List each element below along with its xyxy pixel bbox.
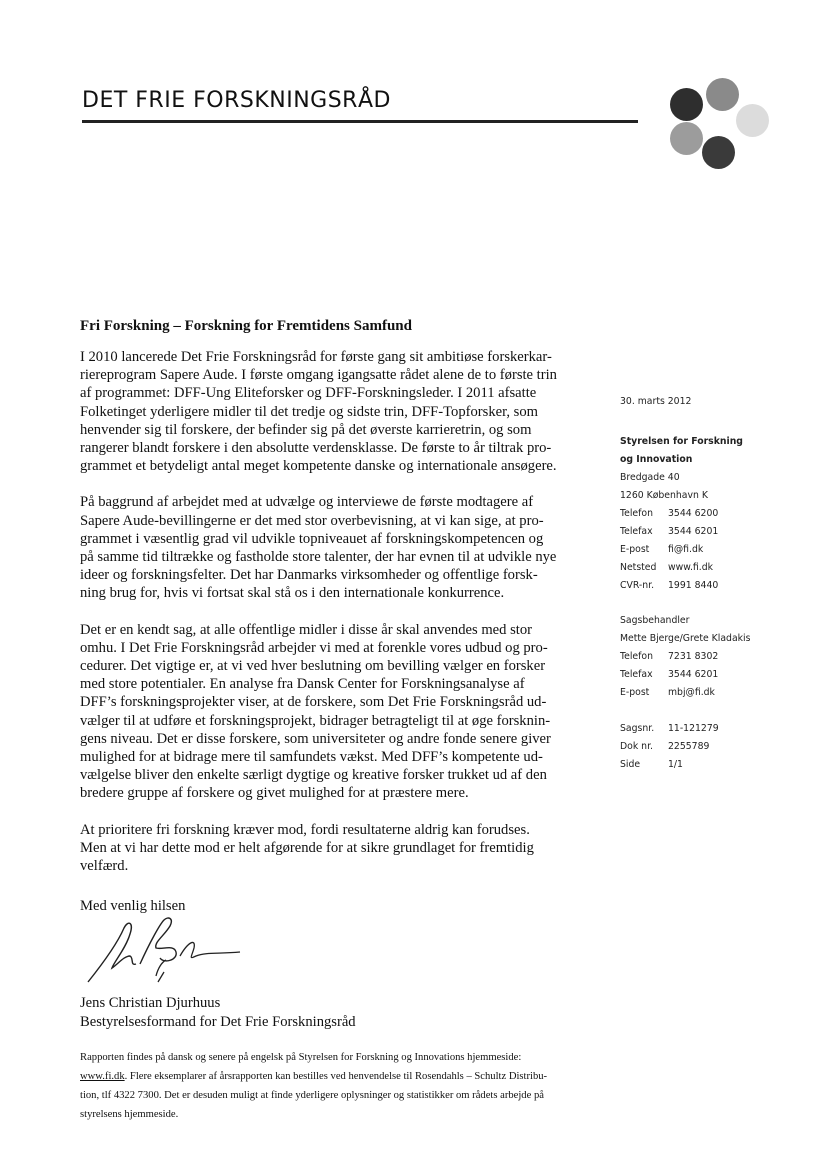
- reference-label: Sagsnr.: [620, 723, 655, 734]
- contact-label: Telefon: [620, 508, 653, 519]
- letter-date: 30. marts 2012: [620, 396, 692, 407]
- reference-value: 11-121279: [668, 723, 719, 734]
- contact-label: Telefax: [620, 669, 653, 680]
- contact-value: 7231 8302: [668, 651, 719, 662]
- organization-name: DET FRIE FORSKNINGSRÅD: [82, 88, 391, 113]
- organization-logo: [666, 76, 778, 172]
- contact-value: 3544 6201: [668, 669, 719, 680]
- reference-row: [620, 756, 683, 774]
- logo-dot: [702, 136, 735, 169]
- logo-dot: [670, 88, 703, 121]
- logo-dot: [736, 104, 769, 137]
- reference-label: Dok nr.: [620, 741, 654, 752]
- contact-value[interactable]: fi@fi.dk: [668, 544, 704, 555]
- body-paragraph: At prioritere fri forskning kræver mod, fordi resultaterne aldrig kan forudses. Men at vi har dette mod er helt afgørende for at sikre grundlaget for fremtidig velfærd.: [80, 821, 534, 875]
- logo-dot: [670, 122, 703, 155]
- body-paragraph: På baggrund af arbejdet med at udvælge og interviewe de første modtagere af Sapere Aude-bevillingerne er det med stor overbevisning, at vi kan sige, at pro- grammet i væsentlig grad vil udvikle topniveauet af forskningskompetencen og på samme tid tiltrække og fastholde store talenter, der har evnen til at udvikle nye ideer og forskningsfelter. Det har Danmarks virksomheder og offentlige forsk- ning brug for, hvis vi fortsat skal stå os i den internationale konkurrence.: [80, 494, 557, 602]
- sender-org-line: og Innovation: [620, 454, 693, 465]
- contact-row: [620, 505, 718, 523]
- contact-row: [620, 523, 718, 541]
- contact-label: CVR-nr.: [620, 580, 655, 591]
- contact-label: E-post: [620, 687, 650, 698]
- sender-organization: [620, 433, 743, 469]
- contact-row: [620, 577, 718, 595]
- closing-salutation: Med venlig hilsen: [80, 898, 186, 914]
- case-handler-label: Sagsbehandler: [620, 615, 690, 626]
- contact-label: E-post: [620, 544, 650, 555]
- contact-label: Telefon: [620, 651, 653, 662]
- footnote-line: Rapporten findes på dansk og senere på engelsk på Styrelsen for Forskning og Innovations hjemmeside:: [80, 1052, 522, 1063]
- reference-row: [620, 720, 719, 738]
- contact-value: 3544 6201: [668, 526, 719, 537]
- sender-org-line: Styrelsen for Forskning: [620, 436, 743, 447]
- reference-value: 2255789: [668, 741, 710, 752]
- handwritten-signature: [84, 912, 244, 988]
- letter-body: [80, 348, 590, 893]
- reference-value: 1/1: [668, 759, 683, 770]
- contact-row: [620, 541, 703, 559]
- body-paragraph: Det er en kendt sag, at alle offentlige midler i disse år skal anvendes med stor omhu. I Det Frie Forskningsråd arbejder vi med at forenkle vores udbud og pro- cedurer. Det vigtige er, at vi ved hver beslutning om bevilling vælger en forsker med store potentialer. En analyse fra Dansk Center for Forskningsanalyse af DFF’s forskningsprojekter viser, at de forskere, som Det Frie Forskningsråd ud- vælger til at udføre et forskningsprojekt, bidrager betragteligt til at øge forsknin- gens niveau. Det er disse forskere, som universiteter og andre fonde senere giver mulighed for at bidrage mere til samfundets vækst. Med DFF’s kompetente ud- vælgelse bliver den enkelte særligt dygtige og kreative forsker trukket ud af den bredere gruppe af forskere og givet mulighed for at præstere mere.: [80, 621, 551, 802]
- handler-contact-row: [620, 666, 718, 684]
- letter-title: Fri Forskning – Forskning for Fremtidens Samfund: [80, 318, 412, 334]
- signer-block: [80, 994, 356, 1031]
- logo-dot: [706, 78, 739, 111]
- street-address: Bredgade 40: [620, 472, 680, 483]
- contact-value: 3544 6200: [668, 508, 719, 519]
- body-paragraph: I 2010 lancerede Det Frie Forskningsråd for første gang sit ambitiøse forskerkar- riereprogram Sapere Aude. I første omgang igangsatte rådet alene de to første trin af programmet: DFF-Ung Eliteforsker og DFF-Forskningsleder. I 2011 afsatte Folketinget yderligere midler til det tredje og sidste trin, DFF-Topforsker, som henvender sig til forskere, der befinder sig på det øverste karrieretrin, og som rangerer blandt forskere i den absolutte verdensklasse. De første to år tiltrak pro- grammet et betydeligt antal meget kompetente danske og internationale ansøgere.: [80, 349, 557, 475]
- contact-label: Telefax: [620, 526, 653, 537]
- signer-title: Bestyrelsesformand for Det Frie Forskningsråd: [80, 1013, 356, 1030]
- footnote: [80, 1048, 590, 1124]
- handler-contact-row: [620, 648, 718, 666]
- reference-label: Side: [620, 759, 641, 770]
- contact-value: 1991 8440: [668, 580, 719, 591]
- case-handler-name: Mette Bjerge/Grete Kladakis: [620, 633, 751, 644]
- reference-row: [620, 738, 709, 756]
- footnote-text: . Flere eksemplarer af årsrapporten kan bestilles ved henvendelse til Rosendahls – Schultz Distribu-: [124, 1071, 548, 1082]
- handler-contact-row: [620, 684, 715, 702]
- footnote-line: styrelsens hjemmeside.: [80, 1109, 179, 1120]
- contact-row: [620, 559, 713, 577]
- contact-label: Netsted: [620, 562, 657, 573]
- signer-name: Jens Christian Djurhuus: [80, 995, 221, 1011]
- contact-value[interactable]: www.fi.dk: [668, 562, 714, 573]
- header-rule: [82, 120, 638, 123]
- footnote-line: [80, 1067, 590, 1086]
- website-link[interactable]: www.fi.dk: [80, 1071, 125, 1082]
- footnote-line: tion, tlf 4322 7300. Det er desuden muligt at finde yderligere oplysninger og statistikker om rådets arbejde på: [80, 1090, 544, 1101]
- contact-value[interactable]: mbj@fi.dk: [668, 687, 715, 698]
- postal-address: 1260 København K: [620, 490, 708, 501]
